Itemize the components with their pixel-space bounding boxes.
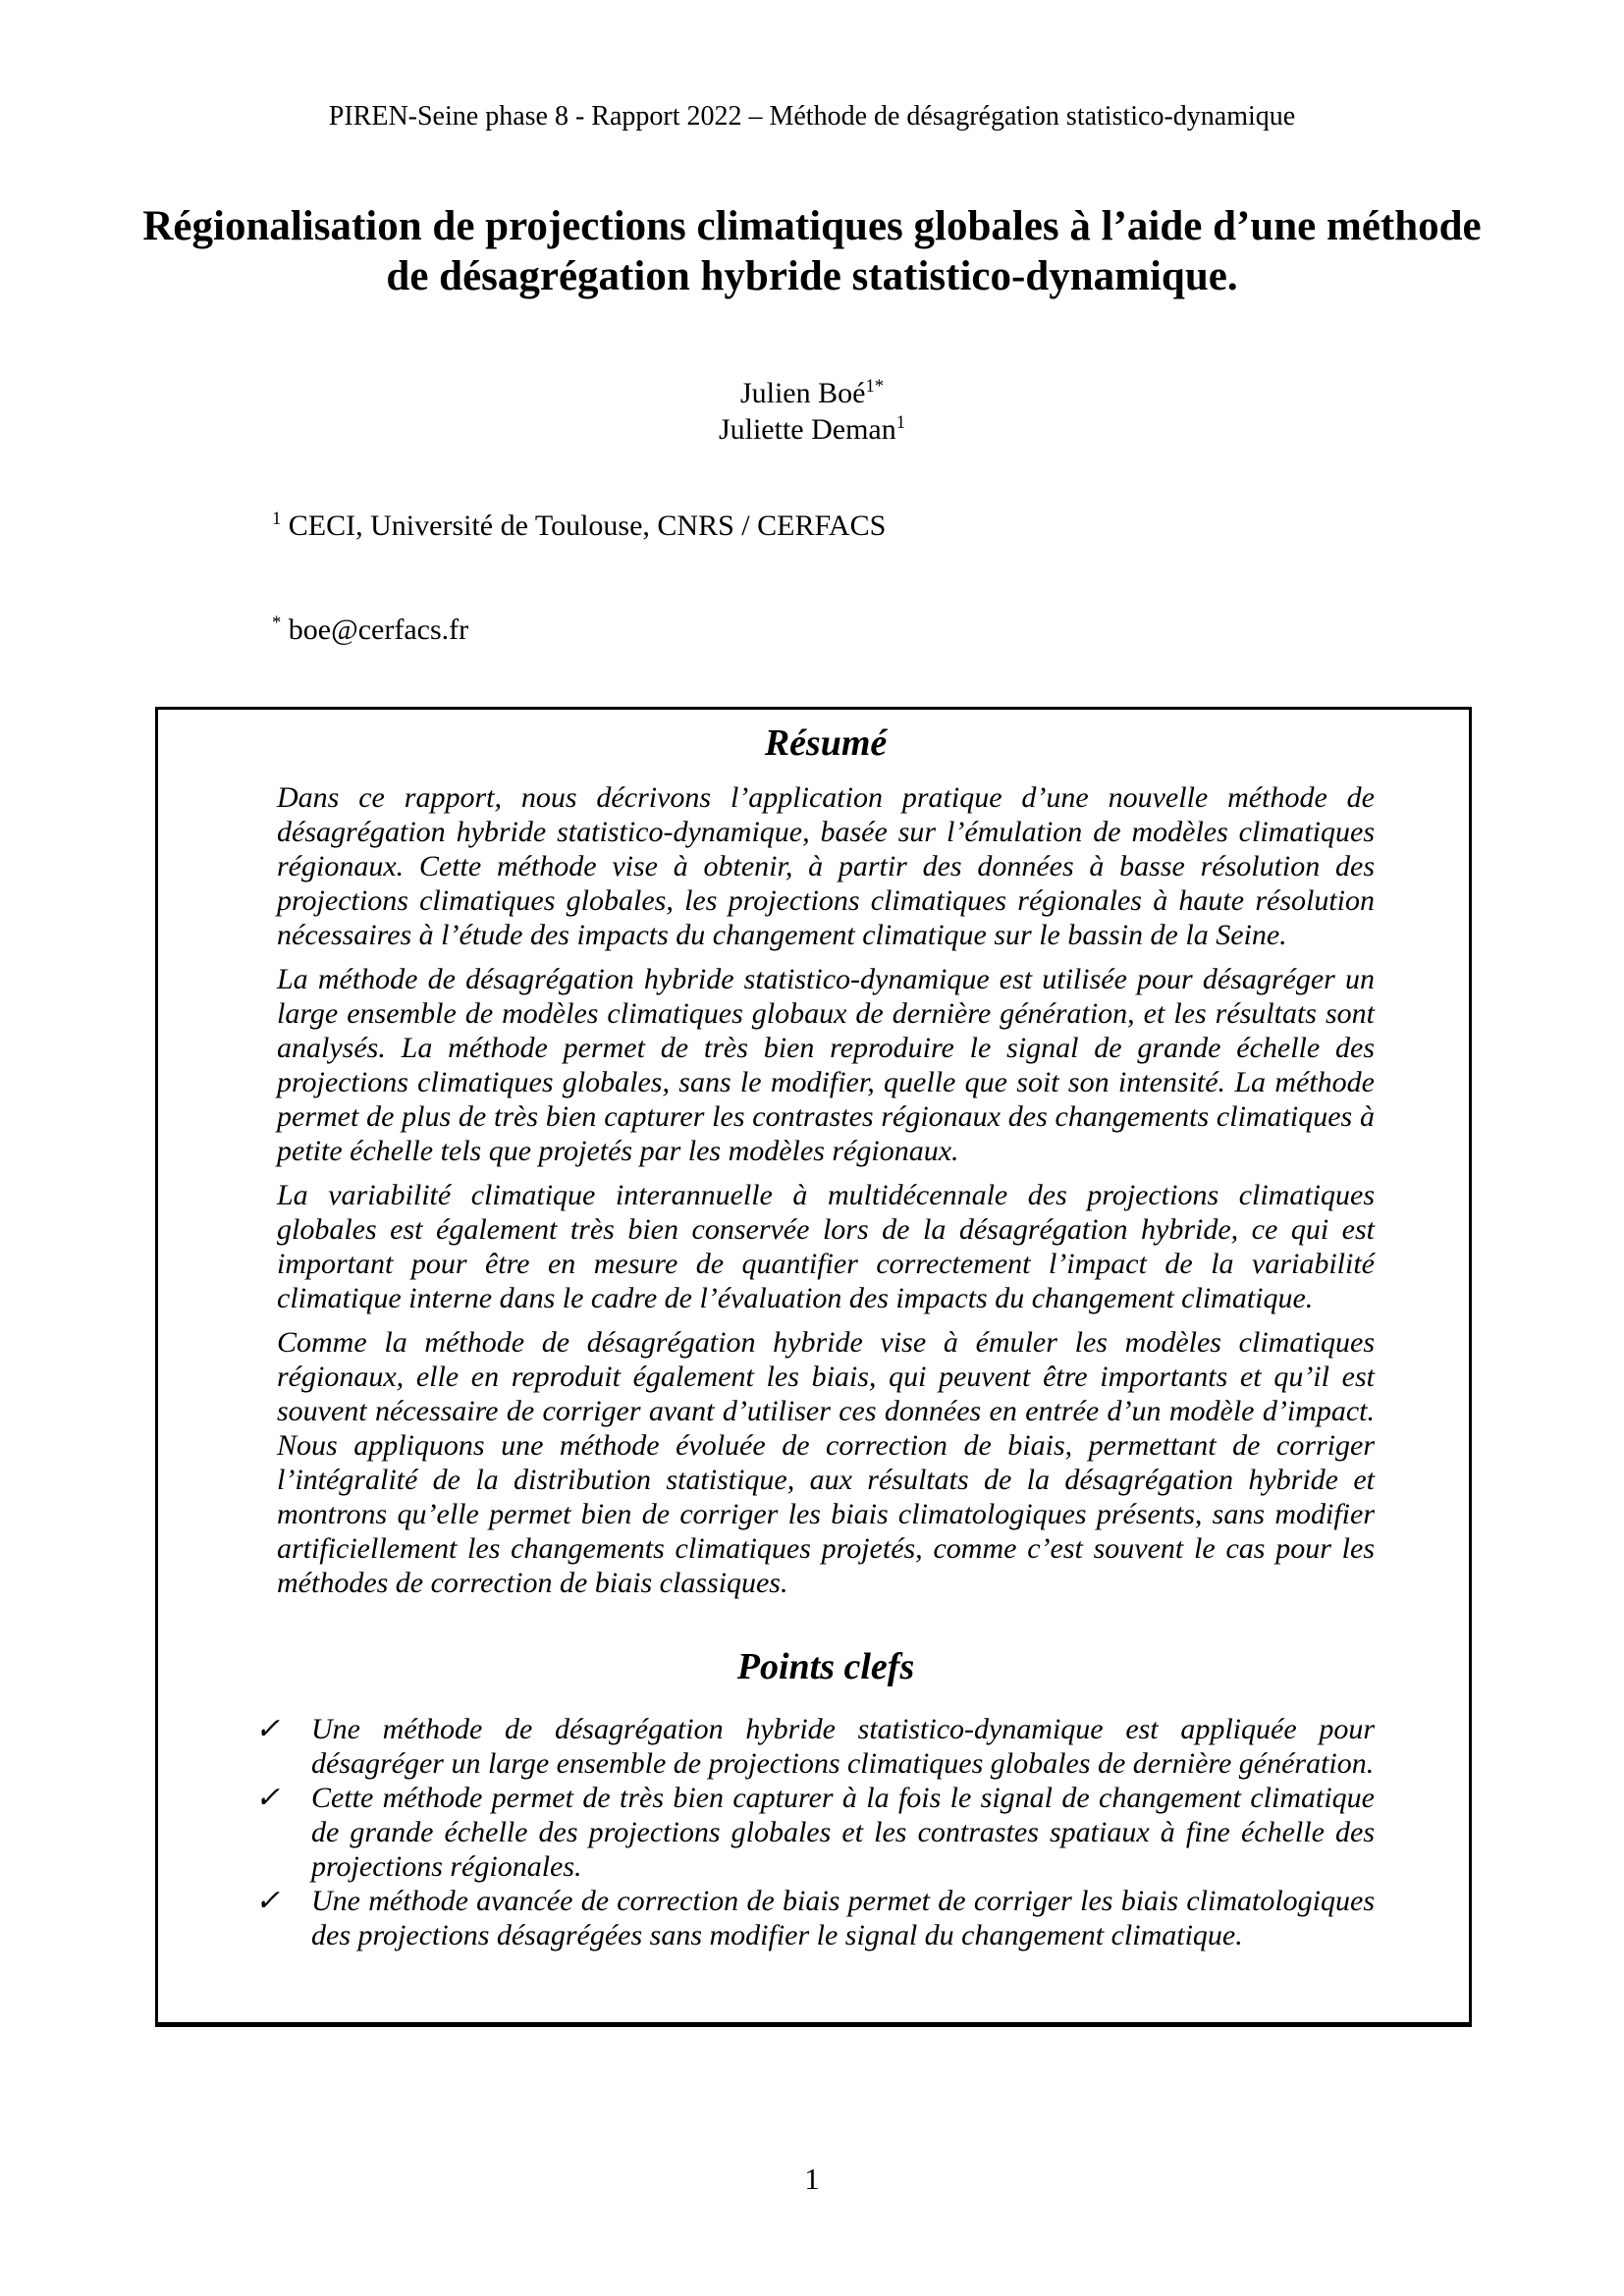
affiliation-text: CECI, Université de Toulouse, CNRS / CERFACS: [281, 509, 887, 542]
contact-email-text: boe@cerfacs.fr: [281, 614, 469, 646]
abstract-box: [155, 707, 1472, 2027]
contact-superscript: *: [272, 613, 282, 633]
author-block: [0, 375, 1624, 448]
paper-title: Régionalisation de projections climatiques globales à l’aide d’une méthode de désagrégation hybride statistico-dynamique.: [142, 203, 1482, 299]
keypoint-item: [255, 1712, 1375, 1781]
keypoints-heading: Points clefs: [736, 1646, 915, 1687]
author-name: Julien Boé: [739, 377, 866, 409]
keypoints-list: [255, 1712, 1375, 1952]
keypoint-text: Une méthode avancée de correction de biais permet de corriger les biais climatologiques des projections désagrégées sans modifier le signal du changement climatique.: [311, 1885, 1375, 1951]
keypoint-item: [255, 1781, 1375, 1884]
keypoint-text: Une méthode de désagrégation hybride statistico-dynamique est appliquée pour désagréger un large ensemble de projections climatiques globales de dernière génération.: [311, 1713, 1375, 1780]
abstract-paragraph: Dans ce rapport, nous décrivons l’application pratique d’une nouvelle méthode de désagrégation hybride statistico-dynamique, basée sur l’émulation de modèles climatiques régionaux. Cette méthode vise à obtenir, à partir des données à basse résolution des projections climatiques globales, les projections climatiques régionales à haute résolution nécessaires à l’étude des impacts du changement climatique sur le bassin de la Seine.: [277, 781, 1375, 951]
author-line: [0, 375, 1624, 411]
keypoint-text: Cette méthode permet de très bien capturer à la fois le signal de changement climatique de grande échelle des projections globales et les contrastes spatiaux à fine échelle des projections régionales.: [311, 1782, 1375, 1883]
author-superscript: 1: [895, 412, 906, 433]
abstract-heading: Résumé: [764, 722, 888, 764]
affiliation: [0, 508, 1624, 544]
checkmark-icon: ✓: [255, 1885, 281, 1917]
author-line: [0, 411, 1624, 448]
checkmark-icon: ✓: [255, 1713, 281, 1745]
running-header: PIREN-Seine phase 8 - Rapport 2022 – Méthode de désagrégation statistico-dynamique: [328, 101, 1296, 132]
keypoint-item: [255, 1884, 1375, 1952]
abstract-paragraph: La méthode de désagrégation hybride statistico-dynamique est utilisée pour désagréger un large ensemble de modèles climatiques globaux de dernière génération, et les résultats sont analysés. La méthode permet de très bien reproduire le signal de grande échelle des projections climatiques globales, sans le modifier, quelle que soit son intensité. La méthode permet de plus de très bien capturer les contrastes régionaux des changements climatiques à petite échelle tels que projetés par les modèles régionaux.: [277, 963, 1375, 1167]
checkmark-icon: ✓: [255, 1782, 281, 1814]
affiliation-superscript: 1: [272, 508, 282, 529]
page-number: 1: [804, 2162, 820, 2196]
contact-email: [0, 613, 1624, 648]
abstract-paragraph: Comme la méthode de désagrégation hybride vise à émuler les modèles climatiques régionaux, elle en reproduit également les biais, qui peuvent être importants et qu’il est souvent nécessaire de corriger avant d’utiliser ces données en entrée d’un modèle d’impact. Nous appliquons une méthode évoluée de correction de biais, permettant de corriger l’intégralité de la distribution statistique, aux résultats de la désagrégation hybride et montrons qu’elle permet bien de corriger les biais climatologiques présents, sans modifier artificiellement les changements climatiques projetés, comme c’est souvent le cas pour les méthodes de correction de biais classiques.: [277, 1326, 1375, 1599]
author-name: Juliette Deman: [718, 413, 896, 446]
abstract-paragraph: La variabilité climatique interannuelle à multidécennale des projections climatiques globales est également très bien conservée lors de la désagrégation hybride, ce qui est important pour être en mesure de quantifier correctement l’impact de la variabilité climatique interne dans le cadre de l’évaluation des impacts du changement climatique.: [277, 1179, 1375, 1314]
author-superscript: 1*: [865, 376, 885, 397]
